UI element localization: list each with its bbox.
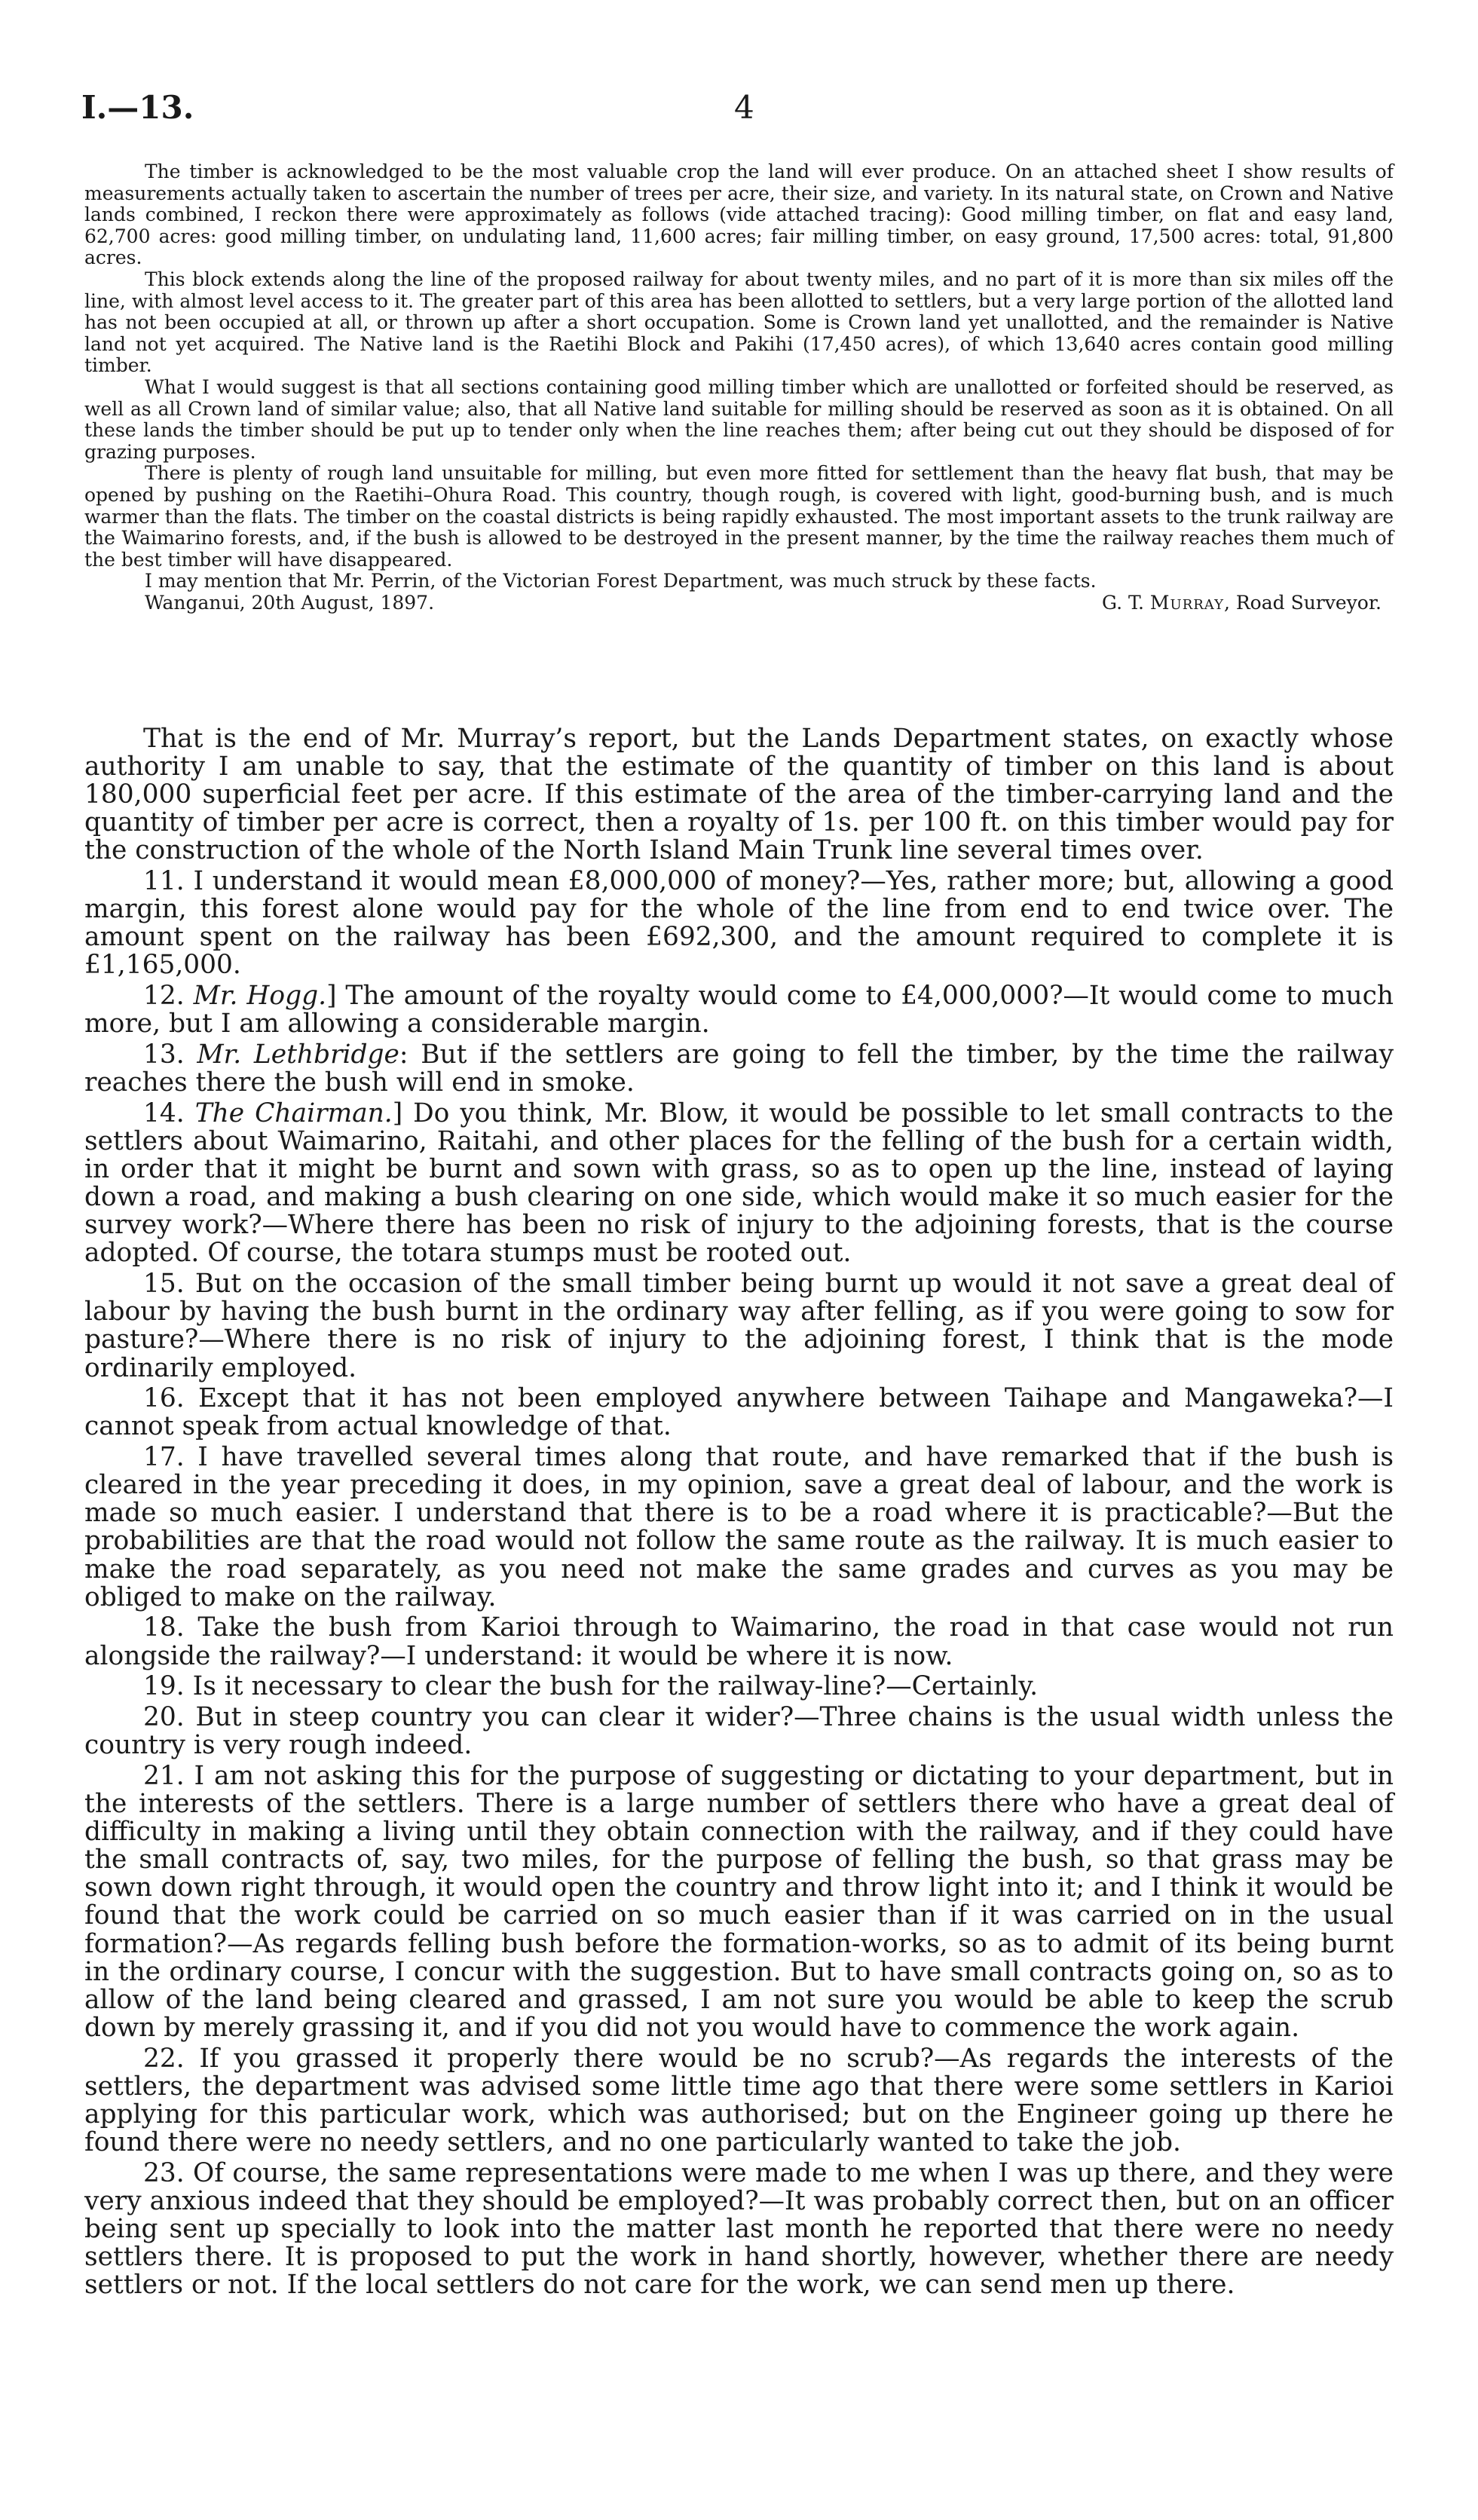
- question-text: ] The amount of the royalty would come to £4,000,000?—It would come to much more, but I am allowing a considerable margin.: [84, 981, 1394, 1040]
- report-paragraph: There is plenty of rough land unsuitable for milling, but even more fitted for settlement than the heavy flat bush, that may be opened by pushing on the Raetihi–Ohura Road. This country, though rough, is covered with light, good-burning bush, and is much warmer than the flats. The timber on the coastal districts is being rapidly exhausted. The most important assets to the trunk railway are the Waimarino forests, and, if the bush is allowed to be destroyed in the present manner, by the time the railway reaches them much of the best timber will have disappeared.: [84, 462, 1394, 571]
- report-place-date: Wanganui, 20th August, 1897.: [145, 591, 435, 614]
- page-header: [81, 89, 1393, 134]
- page-number: 4: [734, 89, 754, 126]
- report-paragraph: This block extends along the line of the proposed railway for about twenty miles, and no part of it is more than six miles off the line, with almost level access to it. The greater part of this area has been allotted to settlers, but a very large portion of the allotted land has not been occupied at all, or thrown up after a short occupation. Some is Crown land yet unallotted, and the remainder is Native land not yet acquired. The Native land is the Raetihi Block and Pakihi (17,450 acres), of which 13,640 acres contain good milling timber.: [84, 268, 1394, 377]
- evidence-paragraph: 17. I have travelled several times along that route, and have remarked that if the bush is cleared in the year preceding it does, in my opinion, save a great deal of labour, and the work is made so much easier. I understand that there is to be a road where it is practicable?—But the probabilities are that the road would not follow the same route as the railway. It is much easier to make the road separately, as you need not make the same grades and curves as you may be obliged to make on the railway.: [84, 1442, 1394, 1612]
- evidence-paragraph: [84, 1100, 1394, 1268]
- speaker-name: Mr. Lethbridge: [197, 1040, 399, 1070]
- question-number: 14.: [143, 1098, 185, 1128]
- evidence-paragraph: 22. If you grassed it properly there would be no scrub?—As regards the interests of the settlers, the department was advised some little time ago that there were some settlers in Karioi applying for this particular work, which was authorised; but on the Engineer going up there he found there were no needy settlers, and no one particularly wanted to take the job.: [84, 2043, 1394, 2157]
- murray-report-extract: [84, 161, 1394, 614]
- signature-name: Murray: [1149, 591, 1224, 614]
- evidence-paragraph: 16. Except that it has not been employed anywhere between Taihape and Mangaweka?—I cannot speak from actual knowledge of that.: [84, 1383, 1394, 1442]
- report-signature-line: [84, 592, 1394, 614]
- evidence-paragraph: 20. But in steep country you can clear it wider?—Three chains is the usual width unless the country is very rough indeed.: [84, 1702, 1394, 1761]
- evidence-paragraph: 23. Of course, the same representations were made to me when I was up there, and they were very anxious indeed that they should be employed?—It was probably correct then, but on an officer being sent up specially to look into the matter last month he reported that there were no needy settlers there. It is proposed to put the work in hand shortly, however, whether there are needy settlers or not. If the local settlers do not care for the work, we can send men up there.: [84, 2157, 1394, 2300]
- evidence-paragraph: 21. I am not asking this for the purpose of suggesting or dictating to your department, but in the interests of the settlers. There is a large number of settlers there who have a great deal of difficulty in making a living until they obtain connection with the railway, and if they could have the small contracts of, say, two miles, for the purpose of felling the bush, so that grass may be sown down right through, it would open the country and throw light into it; and I think it would be found that the work could be carried on so much easier than if it was carried on in the usual formation?—As regards felling bush before the formation-works, so as to admit of its being burnt in the ordinary course, I concur with the suggestion. But to have small contracts going on, so as to allow of the land being cleared and grassed, I am not sure you would be able to keep the scrub down by merely grassing it, and if you did not you would have to commence the work again.: [84, 1760, 1394, 2043]
- question-number: 13.: [143, 1040, 185, 1070]
- evidence-paragraph: 18. Take the bush from Karioi through to Waimarino, the road in that case would not run alongside the railway?—I understand: it would be where it is now.: [84, 1612, 1394, 1671]
- question-text: ] Do you think, Mr. Blow, it would be possible to let small contracts to the settlers about Waimarino, Raitahi, and other places for the felling of the bush for a certain width, in order that it might be burnt and sown with grass, so as to open up the line, instead of laying down a road, and making a bush clearing on one side, which would make it so much easier for the survey work?—Where there has been no risk of injury to the adjoining forests, that is the course adopted. Of course, the totara stumps must be rooted out.: [84, 1098, 1394, 1269]
- evidence-paragraph: 11. I understand it would mean £8,000,000 of money?—Yes, rather more; but, allowing a good margin, this forest alone would pay for the whole of the line from end to end twice over. The amount spent on the railway has been £692,300, and the amount required to complete it is £1,165,000.: [84, 866, 1394, 981]
- evidence-paragraph: 15. But on the occasion of the small timber being burnt up would it not save a great deal of labour by having the bush burnt in the ordinary way after felling, as if you were going to sow for pasture?—Where there is no risk of injury to the adjoining forest, I think that is the mode ordinarily employed.: [84, 1269, 1394, 1383]
- evidence-paragraph: That is the end of Mr. Murray’s report, but the Lands Department states, on exactly whose authority I am unable to say, that the estimate of the quantity of timber on this land is about 180,000 superficial feet per acre. If this estimate of the area of the timber-carrying land and the quantity of timber per acre is correct, then a royalty of 1s. per 100 ft. on this timber would pay for the construction of the whole of the North Island Main Trunk line several times over.: [84, 724, 1394, 866]
- evidence-paragraph: [84, 982, 1394, 1038]
- question-number: 12.: [143, 981, 185, 1012]
- signature-initials: G. T.: [1102, 591, 1144, 614]
- report-paragraph: What I would suggest is that all sections containing good milling timber which are unallotted or forfeited should be reserved, as well as all Crown land of similar value; also, that all Native land suitable for milling should be reserved as soon as it is obtained. On all these lands the timber should be put up to tender only when the line reaches them; after being cut out they should be disposed of for grazing purposes.: [84, 375, 1394, 463]
- speaker-name: The Chairman.: [194, 1098, 393, 1128]
- document-reference: I.—13.: [81, 89, 194, 126]
- report-paragraph: The timber is acknowledged to be the most valuable crop the land will ever produce. On an attached sheet I show results of measurements actually taken to ascertain the number of trees per acre, their size, and variety. In its natural state, on Crown and Native lands combined, I reckon there were approximately as follows (vide attached tracing): Good milling timber, on flat and easy land, 62,700 acres: good milling timber, on undulating land, 11,600 acres; fair milling timber, on easy ground, 17,500 acres: total, 91,800 acres.: [84, 161, 1394, 269]
- question-text: : But if the settlers are going to fell the timber, by the time the railway reaches there the bush will end in smoke.: [84, 1040, 1394, 1098]
- minutes-of-evidence: [84, 725, 1394, 2299]
- speaker-name: Mr. Hogg.: [193, 981, 327, 1012]
- evidence-paragraph: [84, 1041, 1394, 1097]
- report-paragraph: I may mention that Mr. Perrin, of the Victorian Forest Department, was much struck by these facts.: [145, 570, 1097, 592]
- report-signature: [1102, 592, 1382, 614]
- evidence-paragraph: 19. Is it necessary to clear the bush for the railway-line?—Certainly.: [143, 1671, 1039, 1702]
- signature-title: , Road Surveyor.: [1223, 591, 1382, 614]
